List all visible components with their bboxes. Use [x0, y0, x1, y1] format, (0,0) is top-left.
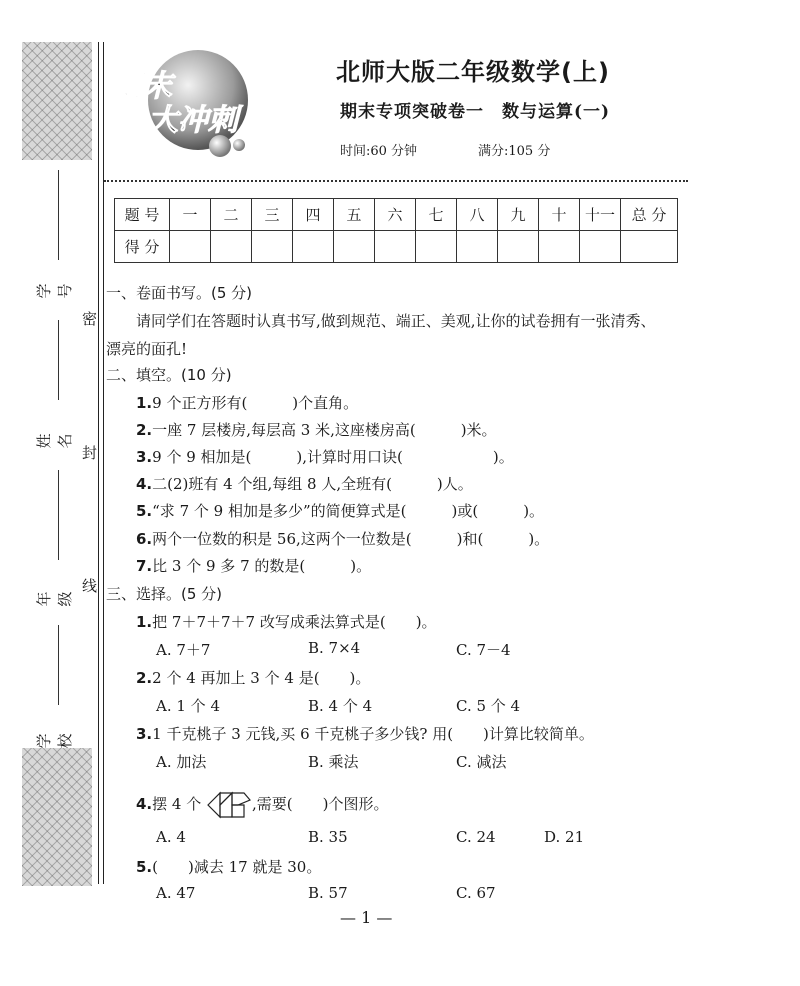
binding-underline-3	[58, 470, 59, 560]
score-cell[interactable]	[580, 231, 621, 263]
question-text: 二(2)班有 4 个组,每组 8 人,全班有( )人。	[152, 475, 473, 493]
score-table	[114, 198, 678, 263]
score-cell[interactable]	[170, 231, 211, 263]
question-text-before: 摆 4 个	[152, 795, 202, 813]
table-col-10: 十	[539, 199, 580, 231]
question-text: 9 个 9 相加是( ),计算时用口诀( )。	[152, 448, 514, 466]
choice-question-4	[136, 790, 389, 820]
section1-text-line2: 漂亮的面孔!	[106, 340, 188, 358]
question-text: “求 7 个 9 相加是多少”的简便算式是( )或( )。	[152, 502, 545, 520]
question-number: 3.	[136, 448, 153, 466]
section3-heading: 三、选择。(5 分)	[106, 585, 223, 603]
table-col-11: 十一	[580, 199, 621, 231]
page-subtitle: 期末专项突破卷一 数与运算(一)	[340, 102, 611, 122]
question-text: 比 3 个 9 多 7 的数是( )。	[152, 557, 372, 575]
binding-pattern-bottom	[22, 748, 92, 886]
fill-question-7	[136, 555, 371, 576]
binding-label-student-id: 学号	[35, 283, 74, 299]
question-number: 2.	[136, 421, 153, 439]
choice-option[interactable]: A. 加法	[156, 753, 207, 771]
choice-option[interactable]: A. 7＋7	[156, 641, 211, 659]
page-number: — 1 —	[340, 908, 393, 927]
choice-option[interactable]: C. 7－4	[456, 641, 511, 659]
score-cell[interactable]	[539, 231, 580, 263]
header-divider	[104, 180, 688, 182]
table-row-header: 题 号	[115, 199, 170, 231]
fill-question-2	[136, 419, 497, 440]
question-text: 9 个正方形有( )个直角。	[152, 394, 359, 412]
binding-underline-4	[58, 625, 59, 705]
exam-time: 时间:60 分钟	[340, 144, 418, 159]
question-text: 1 千克桃子 3 元钱,买 6 千克桃子多少钱? 用( )计算比较简单。	[152, 725, 594, 743]
table-col-8: 八	[457, 199, 498, 231]
table-col-9: 九	[498, 199, 539, 231]
question-number: 1.	[136, 394, 153, 412]
binding-pattern-top	[22, 42, 92, 160]
table-col-2: 二	[211, 199, 252, 231]
seal-word-xian: 线	[82, 577, 98, 595]
question-number: 7.	[136, 557, 153, 575]
binding-label-school: 学校	[35, 733, 74, 749]
fill-question-4	[136, 473, 473, 494]
binding-rule-right	[103, 42, 104, 884]
question-number: 5.	[136, 858, 153, 876]
page-title: 北师大版二年级数学(上)	[336, 58, 610, 86]
score-cell[interactable]	[211, 231, 252, 263]
question-text: 两个一位数的积是 56,这两个一位数是( )和( )。	[152, 530, 550, 548]
table-col-3: 三	[252, 199, 293, 231]
table-col-7: 七	[416, 199, 457, 231]
question-number: 4.	[136, 795, 153, 813]
section1-text-line1: 请同学们在答题时认真书写,做到规范、端正、美观,让你的试卷拥有一张清秀、	[136, 312, 656, 330]
seal-word-mi: 密	[82, 310, 98, 328]
choice-option[interactable]: A. 1 个 4	[156, 697, 220, 715]
choice-option[interactable]: D. 21	[544, 828, 585, 846]
choice-option[interactable]: C. 5 个 4	[456, 697, 521, 715]
score-table-header-row	[115, 199, 678, 231]
question-number: 3.	[136, 725, 153, 743]
choice-option[interactable]: B. 7×4	[308, 639, 361, 657]
question-number: 1.	[136, 613, 153, 631]
tangram-figure-icon	[206, 790, 252, 820]
score-cell[interactable]	[334, 231, 375, 263]
exam-full-score: 满分:105 分	[478, 144, 551, 159]
score-table-score-row	[115, 231, 678, 263]
score-cell[interactable]	[416, 231, 457, 263]
score-cell-total[interactable]	[621, 231, 678, 263]
question-number: 2.	[136, 669, 153, 687]
fill-question-3	[136, 446, 514, 467]
choice-question-2	[136, 667, 370, 688]
table-col-1: 一	[170, 199, 211, 231]
score-cell[interactable]	[375, 231, 416, 263]
section2-heading: 二、填空。(10 分)	[106, 366, 232, 384]
binding-label-name: 姓名	[35, 433, 74, 449]
binding-label-grade: 年级	[35, 591, 74, 607]
section1-heading: 一、卷面书写。(5 分)	[106, 284, 253, 302]
choice-option[interactable]: A. 4	[156, 828, 186, 846]
table-col-5: 五	[334, 199, 375, 231]
score-cell[interactable]	[498, 231, 539, 263]
fill-question-5	[136, 500, 544, 521]
logo-graphic	[108, 50, 268, 170]
choice-question-1	[136, 611, 437, 632]
question-text: ( )减去 17 就是 30。	[152, 858, 322, 876]
choice-option[interactable]: B. 57	[308, 884, 348, 902]
fill-question-6	[136, 528, 549, 549]
question-text: 一座 7 层楼房,每层高 3 米,这座楼房高( )米。	[152, 421, 497, 439]
binding-underline-1	[58, 170, 59, 260]
svg-text:期末: 期末	[112, 69, 172, 104]
question-number: 6.	[136, 530, 153, 548]
fill-question-1	[136, 392, 358, 413]
table-col-6: 六	[375, 199, 416, 231]
choice-question-3	[136, 723, 594, 744]
question-number: 4.	[136, 475, 153, 493]
seal-word-feng: 封	[82, 444, 98, 462]
logo	[108, 50, 268, 170]
score-cell[interactable]	[293, 231, 334, 263]
choice-option[interactable]: C. 67	[456, 884, 496, 902]
choice-option[interactable]: C. 24	[456, 828, 496, 846]
question-text-after: ,需要( )个图形。	[252, 795, 389, 813]
question-text: 2 个 4 再加上 3 个 4 是( )。	[152, 669, 371, 687]
svg-text:大冲刺: 大冲刺	[148, 103, 238, 138]
table-row-header: 得 分	[115, 231, 170, 263]
table-col-4: 四	[293, 199, 334, 231]
choice-option[interactable]: B. 乘法	[308, 753, 359, 771]
choice-option[interactable]: B. 35	[308, 828, 348, 846]
choice-option[interactable]: B. 4 个 4	[308, 697, 373, 715]
choice-option[interactable]: A. 47	[156, 884, 196, 902]
binding-rule-left	[98, 42, 99, 884]
choice-option[interactable]: C. 减法	[456, 753, 507, 771]
question-number: 5.	[136, 502, 153, 520]
score-cell[interactable]	[252, 231, 293, 263]
choice-question-5	[136, 856, 321, 877]
question-text: 把 7＋7＋7＋7 改写成乘法算式是( )。	[152, 613, 437, 631]
binding-underline-2	[58, 320, 59, 400]
score-cell[interactable]	[457, 231, 498, 263]
table-col-total: 总 分	[621, 199, 678, 231]
